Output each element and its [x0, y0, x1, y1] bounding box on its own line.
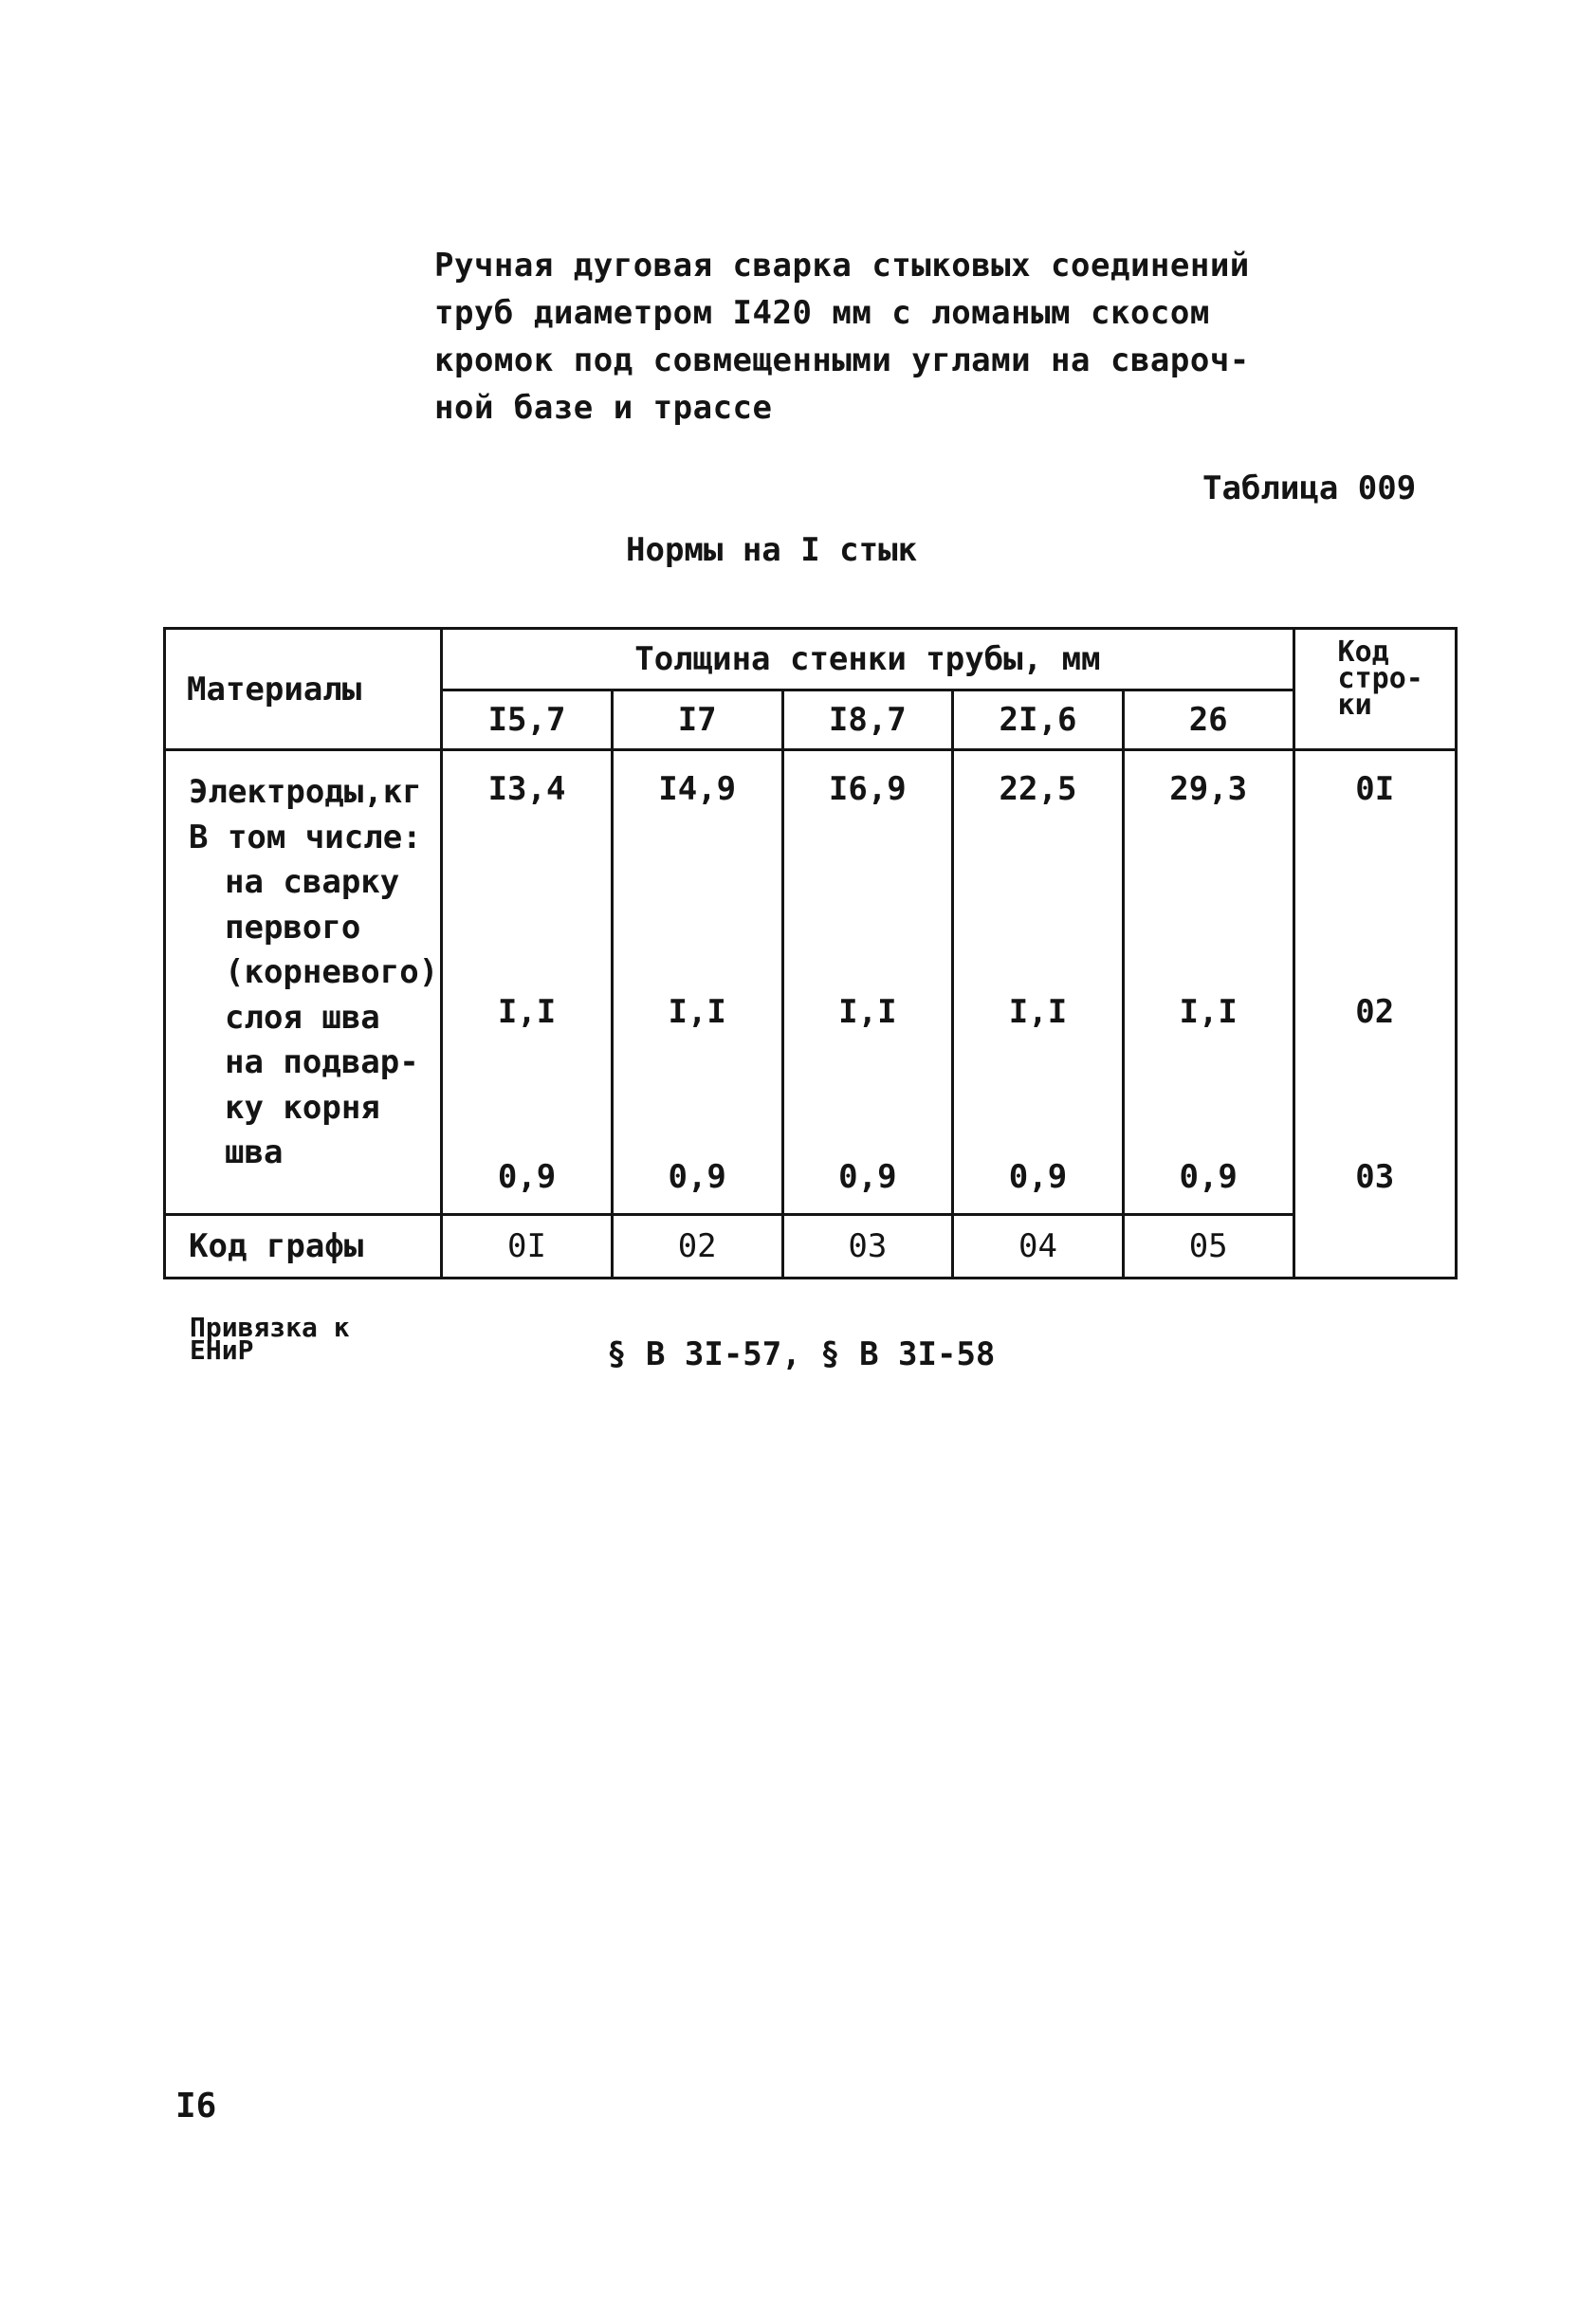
column-code: 04 [953, 1215, 1124, 1279]
column-code: 02 [612, 1215, 782, 1279]
electrodes-value: I3,4 [487, 770, 566, 808]
binding-label-line: ЕНиР [190, 1334, 254, 1366]
thickness-header: Толщина стенки трубы, мм [442, 629, 1293, 690]
materials-cell [165, 750, 442, 1215]
row-code-header-line: Код [1337, 635, 1389, 669]
root-backweld-value: 0,9 [1008, 1158, 1068, 1196]
root-backweld-value: 0,9 [838, 1158, 897, 1196]
root-layer-value: I,I [838, 993, 897, 1031]
material-line: первого [225, 908, 361, 947]
thickness-value: I7 [612, 690, 782, 750]
row-code-header-line: ки [1337, 689, 1372, 722]
material-line: Электроды,кг [189, 773, 422, 811]
root-backweld-value: 0,9 [1179, 1158, 1238, 1196]
electrodes-value: 22,5 [999, 770, 1077, 808]
root-layer-value: I,I [1179, 993, 1238, 1031]
material-line: (корневого) [225, 953, 439, 991]
thickness-value: 26 [1123, 690, 1293, 750]
root-layer-value: I,I [668, 993, 726, 1031]
value-column [612, 750, 782, 1215]
column-code: 0I [442, 1215, 613, 1279]
thickness-value: I8,7 [782, 690, 953, 750]
value-column [953, 750, 1124, 1215]
value-column [1123, 750, 1293, 1215]
thickness-value: I5,7 [442, 690, 613, 750]
thickness-value: 2I,6 [953, 690, 1124, 750]
electrodes-value: 29,3 [1169, 770, 1248, 808]
materials-header: Материалы [165, 629, 442, 750]
value-column [782, 750, 953, 1215]
row-code: 03 [1355, 1158, 1395, 1196]
row-code-header [1293, 629, 1456, 750]
electrodes-value: I6,9 [828, 770, 907, 808]
material-line: В том числе: [189, 818, 422, 856]
document-heading [434, 242, 1250, 432]
heading-line: труб диаметром I420 мм с ломаным скосом [434, 294, 1210, 332]
norms-title: Нормы на I стык [626, 531, 918, 569]
page-number: I6 [175, 2087, 217, 2125]
heading-line: ной базе и трассе [434, 389, 773, 427]
row-code: 02 [1355, 993, 1395, 1031]
column-code: 03 [782, 1215, 953, 1279]
root-backweld-value: 0,9 [668, 1158, 726, 1196]
heading-line: Ручная дуговая сварка стыковых соединений [434, 247, 1250, 285]
table-number: Таблица 009 [1202, 469, 1417, 507]
column-code-label: Код графы [165, 1215, 442, 1279]
material-line: ку корня [225, 1088, 380, 1127]
root-layer-value: I,I [497, 993, 557, 1031]
electrodes-value: I4,9 [658, 770, 737, 808]
binding-reference: § В 3I-57, § В 3I-58 [607, 1335, 996, 1373]
value-column [442, 750, 613, 1215]
binding-label-line: Привязка к [190, 1312, 350, 1343]
material-line: шва [225, 1133, 284, 1171]
heading-line: кромок под совмещенными углами на свароч- [434, 341, 1250, 379]
binding-label [190, 1312, 350, 1366]
material-line: на сварку [225, 863, 400, 901]
material-line: на подвар- [225, 1043, 419, 1081]
root-backweld-value: 0,9 [497, 1158, 557, 1196]
material-line: слоя шва [225, 998, 380, 1037]
row-code-column [1293, 750, 1456, 1279]
row-code-header-line: стро- [1337, 662, 1423, 695]
row-code: 0I [1355, 770, 1395, 808]
norms-table [163, 627, 1458, 1279]
root-layer-value: I,I [1008, 993, 1068, 1031]
column-code: 05 [1123, 1215, 1293, 1279]
